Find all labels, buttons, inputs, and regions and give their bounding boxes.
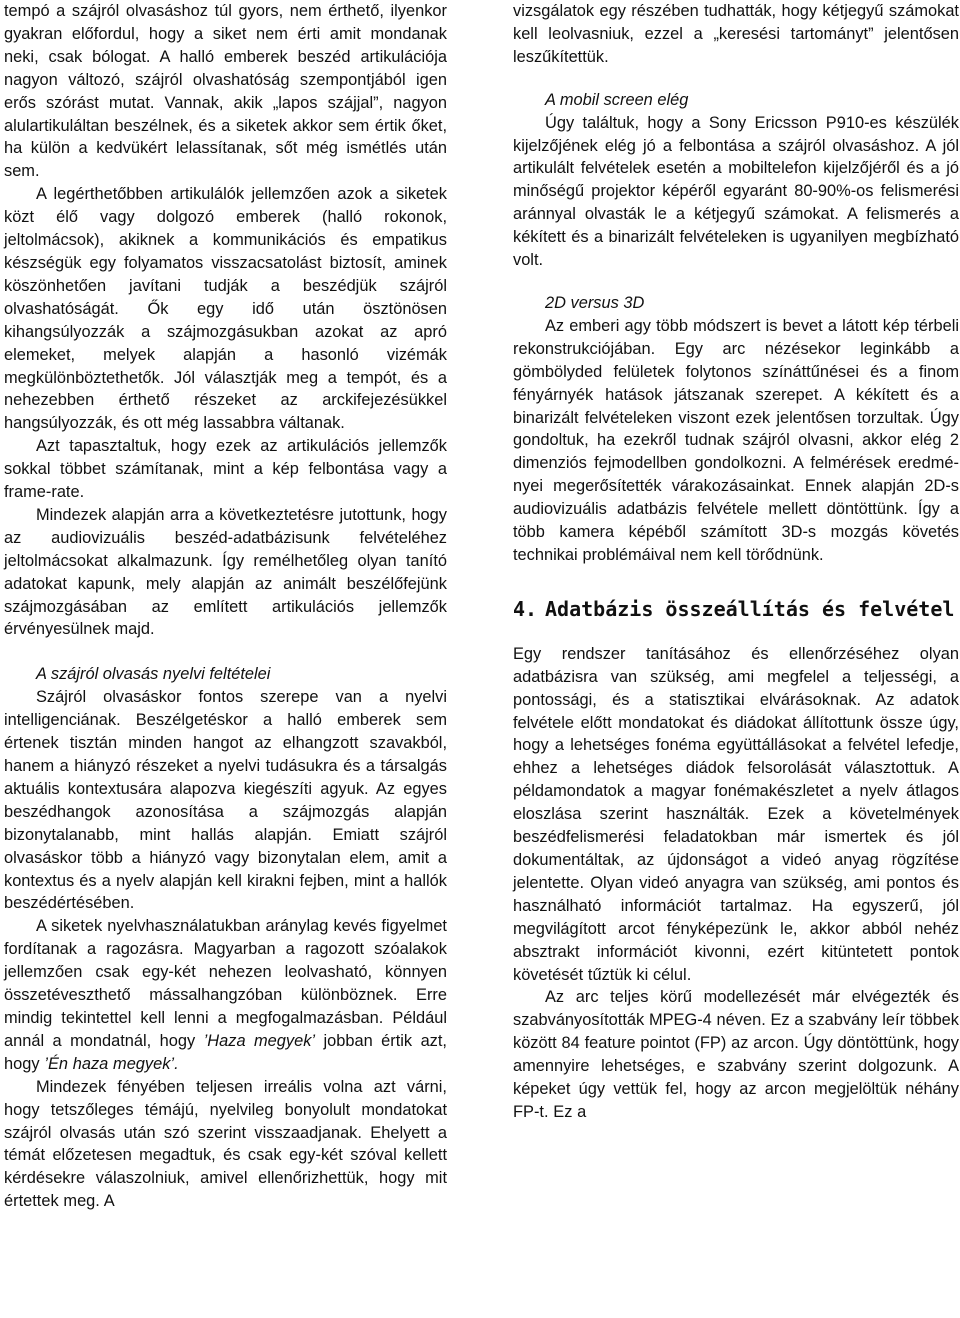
paragraph: Az emberi agy több módszert is bevet a látott kép térbeli rekonstrukciójában. Egy arc nézésekor leginkább a gömbölyded felületek folytonos színáttűnései és a finom fényárnyék hatások játszanak szerepet. A kékített és a binarizált felvételeken viszont ezek jelentősen torzultak. Úgy gondoltuk, ha ezekről tudnak szájról olvasni, akkor elég 2 dimenziós fejmodellben gondolkozni. A felmérések eredményei megerősítették várakozásainkat. Ennek alapján 2D-s audiovizuális adatbázis felvétele mellett döntöttünk. Így a több kamera képéből számított 3D-s mozgás követés technikai problémáival nem kell törődnünk. [513, 316, 959, 564]
section-title: Adatbázis összeállítás és felvétel [545, 596, 955, 621]
paragraph: tempó a szájról olvasáshoz túl gyors, nem érthető, ilyenkor gyakran előfordul, hogy a siket nem érti amit mondanak neki, csak bólogat. A halló emberek beszéd artikulációja nagyon változó, szájról olvashatóság szempontjából igen erős szórást mutat. Vannak, akik „lapos szájjal”, nagyon alulartikuláltan beszélnek, és a siketek akkor sem értik őket, ha külön a kedvükért lelassítanak, sőt még ismétlés után sem. [4, 2, 447, 181]
paragraph: Egy rendszer tanításához és ellenőrzéséhez olyan adatbázisra van szükség, ami megfelel a teljességi, a pontossági, és a statisztikai elvárásoknak. Az adatok felvétele előtt mondatokat és diádokat állítottunk össze úgy, hogy a lehetséges fonéma együttállásokat a felvétel lefedje, ehhez a lehetséges diádok felsorolását választottuk. A példamondatok a magyar fonémakészletet a nyelv átlagos eloszlása szerint használták. Ezek a követelmények beszédfelismerési feladatokban már ismertek és jól dokumentáltak, az újdonságot a videó anyag rögzítése jelentette. Olyan videó anyagra van szükség, ami pontos és használható információt tartalmaz. Ha egyszerű, jól megvilágított arcot fényképezünk le, akkor abból nehéz absztrakt információt kivonni, ezért kitüntetett pontok követését tűztük ki célul. [513, 644, 959, 984]
section-number: 4. [513, 596, 538, 621]
paragraph: Mindezek fényében teljesen irreális volna azt várni, hogy tetszőleges témájú, nyelvileg bonyolult mondatokat szájról olvasás után szó szerint visszaadjanak. Ehelyett a témát előzetesen megadtuk, és csak egy-két szóval kellett kérdésekre válaszolniuk, amivel ellenőrizhettük, hogy mit értettek meg. A [4, 1077, 447, 1211]
paragraph: Mindezek alapján arra a következtetésre jutottunk, hogy az audiovizuális beszéd-adatbázisunk felvételéhez jeltolmácsokat alkalmazunk. Így remélhetőleg olyan tanító adatokat kapunk, mely alapján az animált beszélőfejünk szájmozgásában az említett artikulációs jellemzők érvényesülnek majd. [4, 505, 447, 639]
example-quote: ’Haza megyek’ [203, 1031, 316, 1050]
spacer [513, 69, 959, 89]
section-heading [513, 593, 959, 626]
paragraph-text: jobban értik azt, hogy [4, 1031, 447, 1073]
spacer [513, 272, 959, 292]
paragraph-text: A siketek nyelvhasználatukban aránylag kevés figyelmet fordítanak a ragozásra. Magyarban a ragozott szóalakok jellemzően csak egy-két nehezen leolvasható, könnyen összetéveszthető mássalhangzóban különböznek. Erre mindig tekintettel kell lenni a megfogalmazásban. Például annál a mondatnál, hogy [4, 917, 447, 1050]
subsection-title: A mobil screen elég [545, 90, 689, 109]
paragraph: Azt tapasztaltuk, hogy ezek az artikulációs jellemzők sokkal többet számítanak, mint a kép felbontása vagy a frame-rate. [4, 437, 447, 502]
spacer [513, 626, 959, 643]
paragraph: Szájról olvasáskor fontos szerepe van a nyelvi intelligenciának. Beszélgetéskor a halló emberek sem értenek tisztán minden hangot az elhangzott szavakból, hanem a hiányzó részeket a nyelvi tudásukra és a társalgás aktuális kontextusára alapozva kiegészíti agyuk. Az egyes beszédhangok azonosítása a szájmozgás alapján bizonytalanabb, mint hallás alapján. Emiatt szájról olvasáskor több a hiányzó vagy bizonytalan elem, amit a kontextus és a nyelv alapján kell kirakni fejben, mint a hallók beszédértésében. [4, 688, 447, 913]
spacer [4, 641, 447, 663]
spacer [513, 567, 959, 593]
paragraph: Úgy találtuk, hogy a Sony Ericsson P910-es készülék kijelzőjének elég jó a felbontása a szájról olvasáshoz. A jól artikulált felvételek esetén a mobiltelefon kijelzőjéről és a jó minőségű projektor képéről egyaránt 80-90%-os felismerési aránnyal olvasták le a kétjegyű számokat. A felismerés a kékített és a binarizált felvételeken is ugyanilyen megbízható volt. [513, 113, 959, 270]
paragraph [4, 915, 447, 1075]
paragraph: Az arc teljes körű modellezését már elvégezték és szabványosították MPEG-4 néven. Ez a szabvány leír többek között 84 feature pointot (FP) az arcon. Úgy döntöttünk, hogy amennyire lehetséges, e szabvány szerint dolgozunk. A képeket úgy vettük fel, hogy az arcon megjelöltük néhány FP-t. Ez a [513, 988, 959, 1121]
subsection-title: A szájról olvasás nyelvi feltételei [36, 665, 271, 684]
subsection-title: 2D versus 3D [545, 293, 645, 312]
right-column [513, 0, 959, 1124]
paragraph: vizsgálatok egy részében tudhatták, hogy kétjegyű számokat kell leolvasniuk, ezzel a „keresési tartományt” jelentősen leszűkítettük. [513, 2, 959, 66]
paragraph: A legérthetőbben artikulálók jellemzően azok a siketek közt élő vagy dolgozó emberek (halló rokonok, jeltolmácsok), akiknek a kommunikációs és empatikus készségük egy folyamatos visszacsatolást biztosít, aminek köszönhetően javítani tudják a beszédjük szájról olvashatóságát. Ők egy idő után ösztönösen kihangsúlyozzák a szájmozgásukban azokat az apró elemeket, melyek alapján a hasonló vizémák megkülönböztethetők. Jól választják meg a tempót, és a nehezebben érthető részeket az arckifejezésükkel hangsúlyozzák, és ott még lassabbra váltanak. [4, 185, 447, 433]
left-column [4, 0, 447, 1213]
example-quote: ’Én haza megyek’. [44, 1054, 179, 1073]
